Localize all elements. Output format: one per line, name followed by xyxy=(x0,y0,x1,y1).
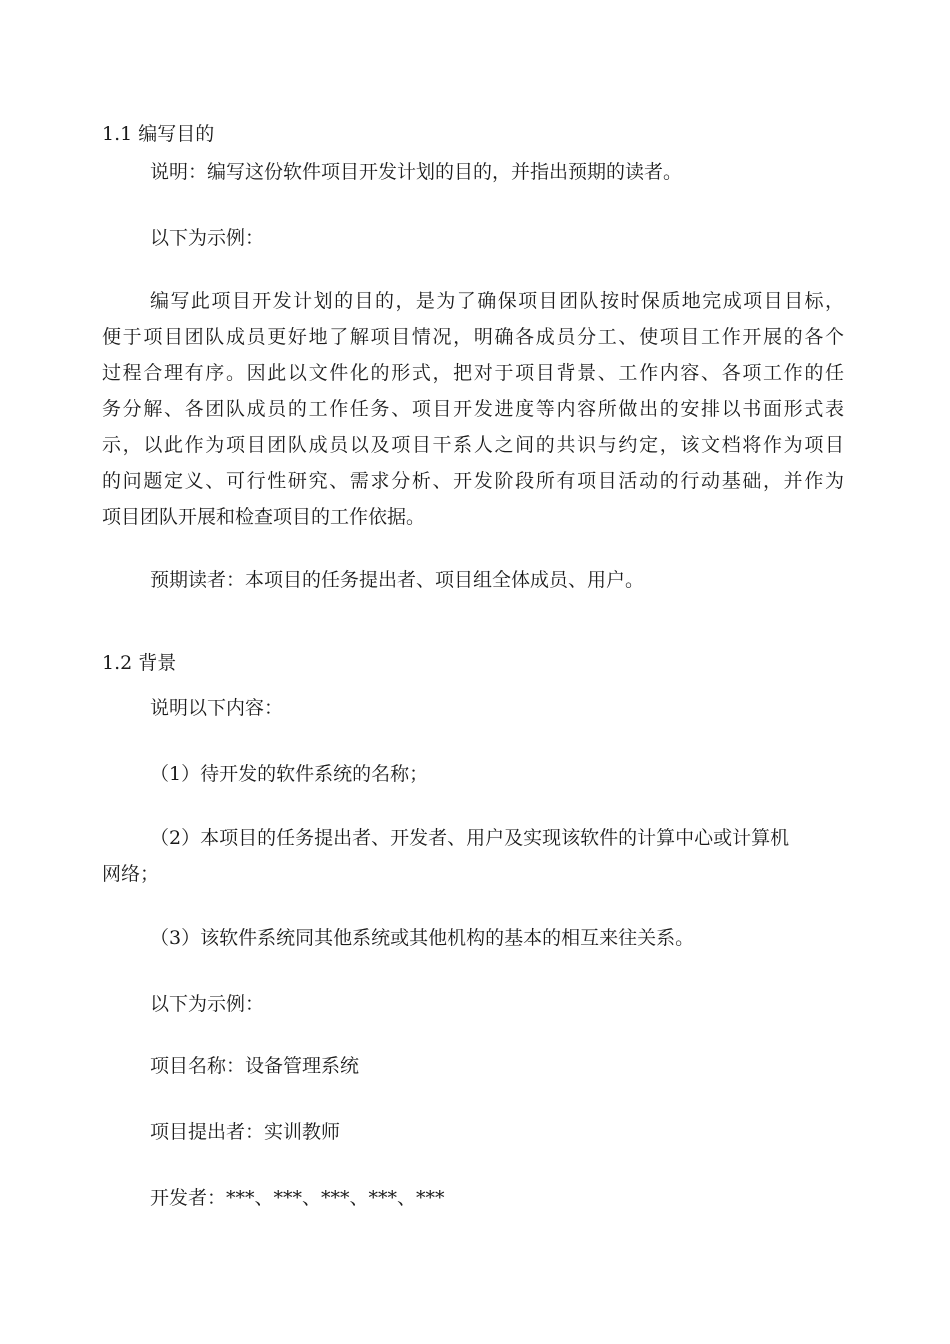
background-item-2-continued: 网络； xyxy=(102,863,160,885)
section-heading-1-2: 1.2 背景 xyxy=(102,652,177,674)
section-1-1-example-intro: 以下为示例： xyxy=(150,227,265,249)
paragraph-line: 示，以此作为项目团队成员以及项目干系人之间的共识与约定，该文档将作为项目 xyxy=(102,434,844,456)
background-item-3: （3）该软件系统同其他系统或其他机构的基本的相互来往关系。 xyxy=(150,927,695,949)
paragraph-line: 务分解、各团队成员的工作任务、项目开发进度等内容所做出的安排以书面形式表 xyxy=(102,398,844,420)
project-developers: 开发者：***、***、***、***、*** xyxy=(150,1187,445,1209)
project-name: 项目名称：设备管理系统 xyxy=(150,1055,360,1077)
background-item-1: （1）待开发的软件系统的名称； xyxy=(150,763,429,785)
section-1-1-description: 说明：编写这份软件项目开发计划的目的，并指出预期的读者。 xyxy=(150,161,683,183)
paragraph-line: 的问题定义、可行性研究、需求分析、开发阶段所有项目活动的行动基础，并作为 xyxy=(102,470,844,492)
section-1-2-description: 说明以下内容： xyxy=(150,697,284,719)
paragraph-line: 过程合理有序。因此以文件化的形式，把对于项目背景、工作内容、各项工作的任 xyxy=(102,362,844,384)
expected-readers: 预期读者：本项目的任务提出者、项目组全体成员、用户。 xyxy=(150,569,645,591)
paragraph-line: 编写此项目开发计划的目的，是为了确保项目团队按时保质地完成项目目标， xyxy=(150,290,844,312)
paragraph-line: 项目团队开展和检查项目的工作依据。 xyxy=(102,506,426,528)
paragraph-line: 便于项目团队成员更好地了解项目情况，明确各成员分工、使项目工作开展的各个 xyxy=(102,326,844,348)
section-1-2-example-intro: 以下为示例： xyxy=(150,993,265,1015)
background-item-2: （2）本项目的任务提出者、开发者、用户及实现该软件的计算中心或计算机 xyxy=(150,827,790,849)
project-proposer: 项目提出者：实训教师 xyxy=(150,1121,341,1143)
section-heading-1-1: 1.1 编写目的 xyxy=(102,123,215,145)
